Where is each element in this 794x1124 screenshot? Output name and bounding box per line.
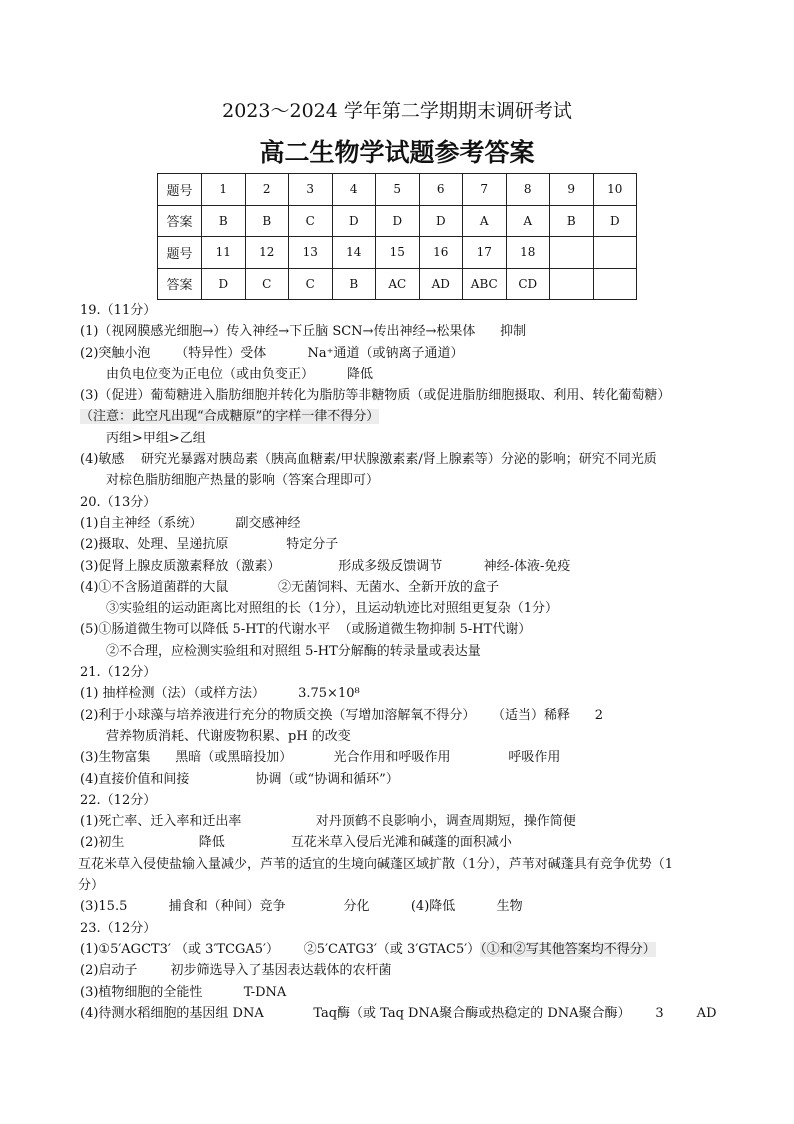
answer-line bbox=[80, 577, 730, 598]
answer-line bbox=[80, 300, 730, 321]
answer-line-text: 由负电位变为正电位（或由负变正） 降低 bbox=[106, 366, 374, 382]
table-cell: 16 bbox=[419, 237, 463, 269]
answer-line-text: (2)摄取、处理、呈递抗原 特定分子 bbox=[80, 537, 339, 553]
answer-line-text: (3)（促进）葡萄糖进入脂肪细胞并转化为脂肪等非糖物质（或促进脂肪细胞摄取、利用、转化葡萄糖） bbox=[80, 388, 671, 404]
answer-line bbox=[80, 470, 730, 491]
answer-note: （①和②写其他答案均不得分） bbox=[480, 941, 656, 957]
table-cell: 13 bbox=[289, 237, 333, 269]
answer-line-text: ③实验组的运动距离比对照组的长（1分），且运动轨迹比对照组更复杂（1分） bbox=[106, 601, 559, 617]
answer-line bbox=[80, 321, 730, 342]
answer-line-text: (3)促肾上腺皮质激素释放（激素） 形成多级反馈调节 神经-体液-免疫 bbox=[80, 558, 571, 574]
table-cell: D bbox=[593, 205, 637, 237]
answer-line bbox=[80, 428, 730, 449]
answer-line bbox=[80, 449, 730, 470]
table-cell: 11 bbox=[202, 237, 246, 269]
table-row bbox=[158, 174, 637, 206]
answer-line-text: (5)①肠道微生物可以降低 5-HT的代谢水平 （或肠道微生物抑制 5-HT代谢） bbox=[80, 622, 532, 638]
table-cell: A bbox=[463, 205, 507, 237]
answer-line bbox=[80, 896, 730, 917]
table-cell: D bbox=[332, 205, 376, 237]
table-cell: 14 bbox=[332, 237, 376, 269]
answer-line-text: (2)初生 降低 互花米草入侵后光滩和碱蓬的面积减小 bbox=[80, 835, 512, 851]
table-cell: 9 bbox=[550, 174, 594, 206]
table-cell: 1 bbox=[202, 174, 246, 206]
answer-line-text: 对棕色脂肪细胞产热量的影响（答案合理即可） bbox=[106, 473, 380, 489]
answer-line bbox=[80, 939, 730, 960]
table-cell: 2 bbox=[245, 174, 289, 206]
answer-line-text: (3)生物富集 黑暗（或黑暗投加） 光合作用和呼吸作用 呼吸作用 bbox=[80, 750, 561, 766]
table-cell: B bbox=[332, 268, 376, 300]
answer-line-text: (3)15.5 捕食和（种间）竞争 分化 (4)降低 生物 bbox=[80, 899, 523, 915]
answer-line-text: (2)启动子 初步筛选导入了基因表达载体的农杆菌 bbox=[80, 963, 392, 979]
answer-line-text: (4)敏感 研究光暴露对胰岛素（胰高血糖素/甲状腺激素素/肾上腺素等）分泌的影响；研究不同光质 bbox=[80, 452, 657, 468]
row-header: 题号 bbox=[158, 237, 202, 269]
table-cell bbox=[550, 237, 594, 269]
table-cell: A bbox=[506, 205, 550, 237]
answer-line bbox=[80, 343, 730, 364]
table-cell: C bbox=[245, 268, 289, 300]
answer-line bbox=[80, 769, 730, 790]
answer-table bbox=[157, 173, 637, 300]
answer-line-text: 互花米草入侵使盐输入量减少，芦苇的适宜的生境向碱蓬区域扩散（1分），芦苇对碱蓬具有竞争优势（1 bbox=[78, 856, 674, 872]
answer-line-text: (1)①5′AGCT3′ （或 3′TCGA5′） ②5′CATG3′（或 3′GTAC5′） bbox=[80, 941, 481, 957]
answer-line bbox=[80, 641, 730, 662]
answer-line-text: 19.（11分） bbox=[80, 303, 157, 318]
table-cell: 7 bbox=[463, 174, 507, 206]
answer-line-text: 分） bbox=[78, 878, 105, 894]
table-cell: 8 bbox=[506, 174, 550, 206]
table-cell: AD bbox=[419, 268, 463, 300]
answer-line bbox=[80, 790, 730, 811]
answer-line bbox=[80, 747, 730, 768]
table-cell: C bbox=[289, 205, 333, 237]
table-cell: 15 bbox=[376, 237, 420, 269]
answer-line-text: ②不合理，应检测实验组和对照组 5-HT分解酶的转录量或表达量 bbox=[106, 643, 481, 659]
answer-line bbox=[80, 832, 730, 853]
answer-line-text: 20.（13分） bbox=[80, 494, 157, 510]
answer-line bbox=[80, 811, 730, 832]
answer-line-text: (4)待测水稻细胞的基因组 DNA Taq酶（或 Taq DNA聚合酶或热稳定的 DNA聚合酶） 3 AD bbox=[80, 1005, 717, 1021]
table-cell bbox=[550, 268, 594, 300]
answer-line-text: 营养物质消耗、代谢废物积累、pH 的改变 bbox=[106, 728, 351, 744]
row-header: 答案 bbox=[158, 205, 202, 237]
table-cell: 5 bbox=[376, 174, 420, 206]
answer-line-text: (2)突触小泡 （特异性）受体 Na⁺通道（或钠离子通道） bbox=[80, 345, 464, 361]
document-title: 高二生物学试题参考答案 bbox=[259, 138, 535, 167]
answer-line bbox=[78, 854, 730, 875]
table-cell: 3 bbox=[289, 174, 333, 206]
answer-body bbox=[80, 300, 730, 1024]
row-header: 题号 bbox=[158, 174, 202, 206]
answer-line-text: (2)利于小球藻与培养液进行充分的物质交换（写增加溶解氧不得分） （适当）稀释 2 bbox=[80, 707, 604, 723]
table-cell: 18 bbox=[506, 237, 550, 269]
answer-line bbox=[80, 619, 730, 640]
answer-line bbox=[80, 534, 730, 555]
table-row bbox=[158, 268, 637, 300]
answer-line bbox=[80, 683, 730, 704]
answer-line bbox=[80, 406, 730, 427]
answer-line bbox=[78, 875, 730, 896]
exam-title: 2023～2024 学年第二学期期末调研考试 bbox=[222, 100, 572, 122]
table-cell: D bbox=[419, 205, 463, 237]
row-header: 答案 bbox=[158, 268, 202, 300]
table-cell: ABC bbox=[463, 268, 507, 300]
table-cell: B bbox=[202, 205, 246, 237]
table-cell bbox=[593, 237, 637, 269]
answer-line-text: (1)死亡率、迁入率和迁出率 对丹顶鹤不良影响小，调查周期短，操作简便 bbox=[80, 814, 576, 830]
answer-line-text: (1)自主神经（系统） 副交感神经 bbox=[80, 515, 301, 531]
answer-line bbox=[80, 982, 730, 1003]
table-row bbox=[158, 205, 637, 237]
answer-line bbox=[80, 598, 730, 619]
answer-line bbox=[80, 492, 730, 513]
table-cell: 4 bbox=[332, 174, 376, 206]
answer-line-text: (1) 抽样检测（法）（或样方法） 3.75×10⁸ bbox=[80, 686, 360, 702]
answer-line bbox=[80, 918, 730, 939]
answer-line-text: 22.（12分） bbox=[80, 792, 157, 808]
table-cell: CD bbox=[506, 268, 550, 300]
table-cell: 6 bbox=[419, 174, 463, 206]
answer-line bbox=[80, 513, 730, 534]
table-cell: D bbox=[376, 205, 420, 237]
answer-line-text: 23.（12分） bbox=[80, 920, 157, 936]
answer-line-text: （注意：此空凡出现“合成糖原”的字样一律不得分） bbox=[80, 409, 380, 425]
answer-line bbox=[80, 385, 730, 406]
answer-line bbox=[80, 705, 730, 726]
answer-line-text: (4)直接价值和间接 协调（或“协调和循环”） bbox=[80, 771, 399, 787]
table-cell: 17 bbox=[463, 237, 507, 269]
table-cell: C bbox=[289, 268, 333, 300]
answer-line bbox=[80, 662, 730, 683]
table-cell: B bbox=[550, 205, 594, 237]
table-cell: 10 bbox=[593, 174, 637, 206]
table-cell: 12 bbox=[245, 237, 289, 269]
answer-line-text: (1)（视网膜感光细胞→）传入神经→下丘脑 SCN→传出神经→松果体 抑制 bbox=[80, 324, 527, 340]
answer-line bbox=[80, 1003, 730, 1024]
answer-line bbox=[80, 556, 730, 577]
table-cell: B bbox=[245, 205, 289, 237]
answer-line bbox=[80, 960, 730, 981]
table-row bbox=[158, 237, 637, 269]
answer-line bbox=[80, 726, 730, 747]
answer-line-text: 丙组>甲组>乙组 bbox=[106, 430, 206, 446]
table-cell: D bbox=[202, 268, 246, 300]
table-cell bbox=[593, 268, 637, 300]
table-cell: AC bbox=[376, 268, 420, 300]
answer-line bbox=[80, 364, 730, 385]
answer-line-text: 21.（12分） bbox=[80, 665, 157, 681]
answer-line-text: (4)①不含肠道菌群的大鼠 ②无菌饲料、无菌水、全新开放的盒子 bbox=[80, 579, 500, 595]
answer-line-text: (3)植物细胞的全能性 T-DNA bbox=[80, 984, 287, 1000]
